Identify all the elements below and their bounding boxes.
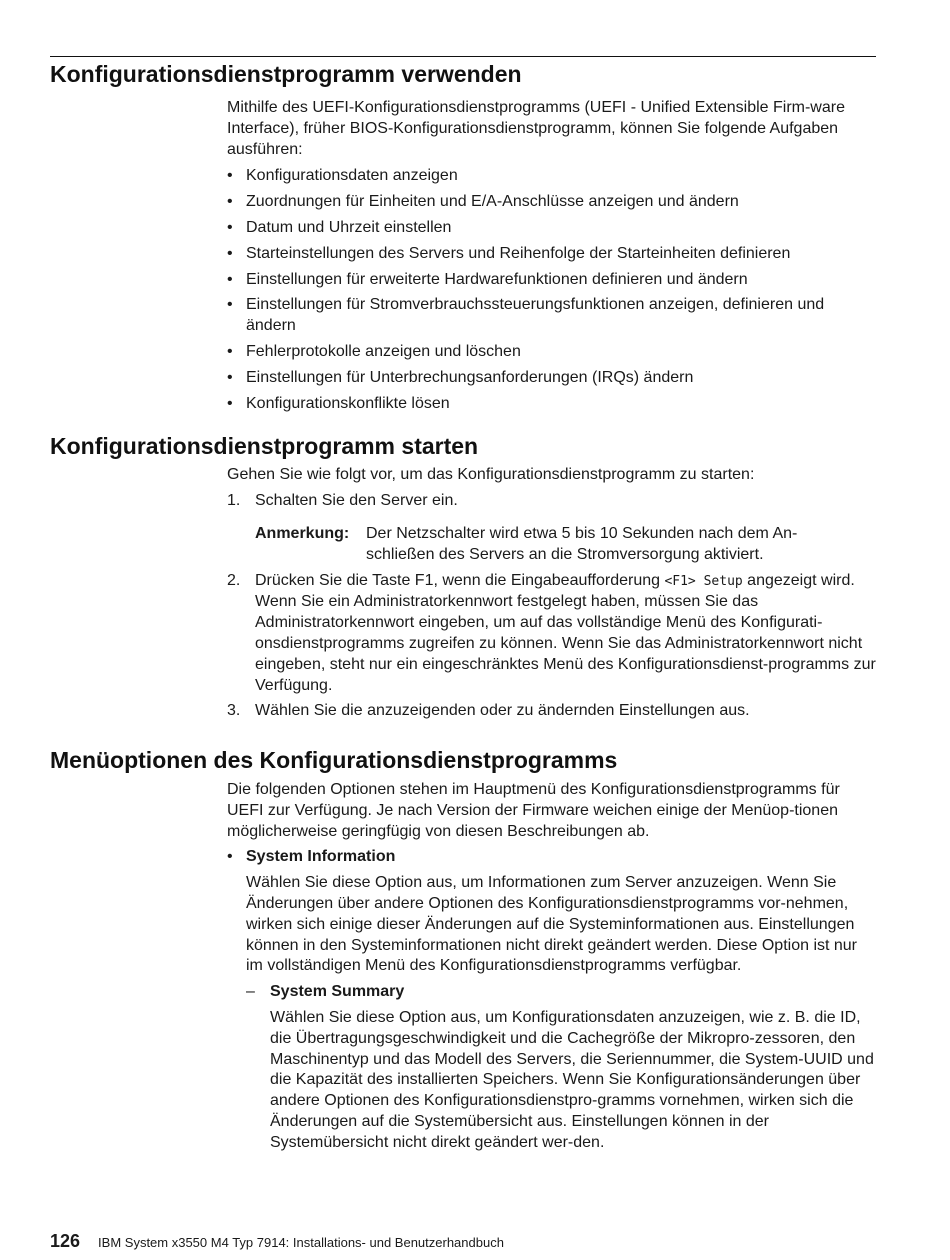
step-text: Schalten Sie den Server ein. [255,491,458,509]
section-heading-starten: Konfigurationsdienstprogramm starten [50,433,479,459]
section-heading-verwenden: Konfigurationsdienstprogramm verwenden [50,61,522,87]
step-number: 1. [227,491,241,509]
footer-title: IBM System x3550 M4 Typ 7914: Installations- und Benutzerhandbuch [98,1235,504,1250]
note-label: Anmerkung: [255,525,350,543]
step-number: 2. [227,571,241,589]
section-intro: Mithilfe des UEFI-Konfigurationsdienstprogramms (UEFI - Unified Extensible Firm-ware Interface), früher BIOS-Konfigurationsdienstprogramm, können Sie folgende Aufgaben ausführen: [227,99,845,158]
step-item [227,491,877,566]
section-heading-menueoptionen: Menüoptionen des Konfigurationsdienstprogramms [50,747,618,773]
option-title: • System Information [246,848,396,866]
dash-marker: – [246,983,255,1001]
step-text-continued: angezeigt wird. Wenn Sie ein Administratorkennwort festgelegt haben, müssen Sie das Administratorkennwort eingeben, um auf das vollständige Menü des Konfigurati-onsdienstprogramms zugreifen zu können. Wenn Sie das Administratorkennwort nicht eingeben, steht nur ein eingeschränktes Menü des Konfigurationsdienst-programms zur Verfügung. [255,571,876,694]
prompt-code: <F1> Setup [664,573,743,589]
list-item: • Starteinstellungen des Servers und Reihenfolge der Starteinheiten definieren [227,244,877,265]
task-list [227,166,877,414]
list-item: • Zuordnungen für Einheiten und E/A-Anschlüsse anzeigen und ändern [227,192,877,213]
step-text: Drücken Sie die Taste F1, wenn die Eingabeaufforderung [255,571,665,589]
sub-option-title: System Summary [270,983,405,1001]
section-intro: Gehen Sie wie folgt vor, um das Konfigurationsdienstprogramm zu starten: [227,466,755,483]
list-item: • Einstellungen für Unterbrechungsanforderungen (IRQs) ändern [227,368,877,389]
step-number: 3. [227,702,241,720]
step-item [227,571,877,697]
section-intro: Die folgenden Optionen stehen im Hauptmenü des Konfigurationsdienstprogramms für UEFI zur Verfügung. Je nach Version der Firmware weichen einige der Menüop-tionen möglicherweise geringfügig von diesen Beschreibungen ab. [227,781,840,840]
list-item: • Einstellungen für erweiterte Hardwarefunktionen definieren und ändern [227,270,877,291]
note [255,524,877,566]
list-item: • Konfigurationsdaten anzeigen [227,166,877,187]
step-list [227,491,877,722]
step-item [227,701,877,722]
top-rule [50,56,876,57]
option-list [227,847,877,1153]
page-footer [50,1230,504,1254]
sub-option [246,982,877,1153]
list-item: • Konfigurationskonflikte lösen [227,394,877,415]
step-text: Wählen Sie die anzuzeigenden oder zu ändernden Einstellungen aus. [255,702,750,720]
list-item: • Datum und Uhrzeit einstellen [227,218,877,239]
section-body-starten [227,465,877,722]
sub-option-text: Wählen Sie diese Option aus, um Konfigurationsdaten anzuzeigen, wie z. B. die ID, die Übertragungsgeschwindigkeit und die Cachegröße der Mikropro-zessoren, den Maschinentyp und das Modell des Servers, die Seriennummer, die System-UUID und die Kapazität des installierten Speichers. Wenn Sie Konfigurationsänderungen über andere Optionen des Konfigurationsdienstpro-gramms vornehmen, wirken sich die Änderungen auf die Systemübersicht aus. Einstellungen können in der Systemübersicht nicht direkt geändert wer-den. [270,1008,874,1151]
note-text: Der Netzschalter wird etwa 5 bis 10 Sekunden nach dem An-schließen des Servers an die Stromversorgung aktiviert. [366,525,798,563]
page-number: 126 [50,1231,81,1251]
section-body-menueoptionen [227,780,877,1154]
section-body-verwenden [227,98,877,414]
option-text: Wählen Sie diese Option aus, um Informationen zum Server anzuzeigen. Wenn Sie Änderungen über andere Optionen des Konfigurationsdienstprogramms vor-nehmen, wirken sich einige dieser Änderungen auf die Systeminformationen aus. Einstellungen können in den Systeminformationen nicht direkt geändert werden. Diese Option ist nur im vollständigen Menü des Konfigurationsdienstprogramms verfügbar. [246,874,858,975]
option-item [227,847,877,1153]
list-item: • Fehlerprotokolle anzeigen und löschen [227,342,877,363]
list-item: • Einstellungen für Stromverbrauchssteuerungsfunktionen anzeigen, definieren und ändern [227,295,877,337]
